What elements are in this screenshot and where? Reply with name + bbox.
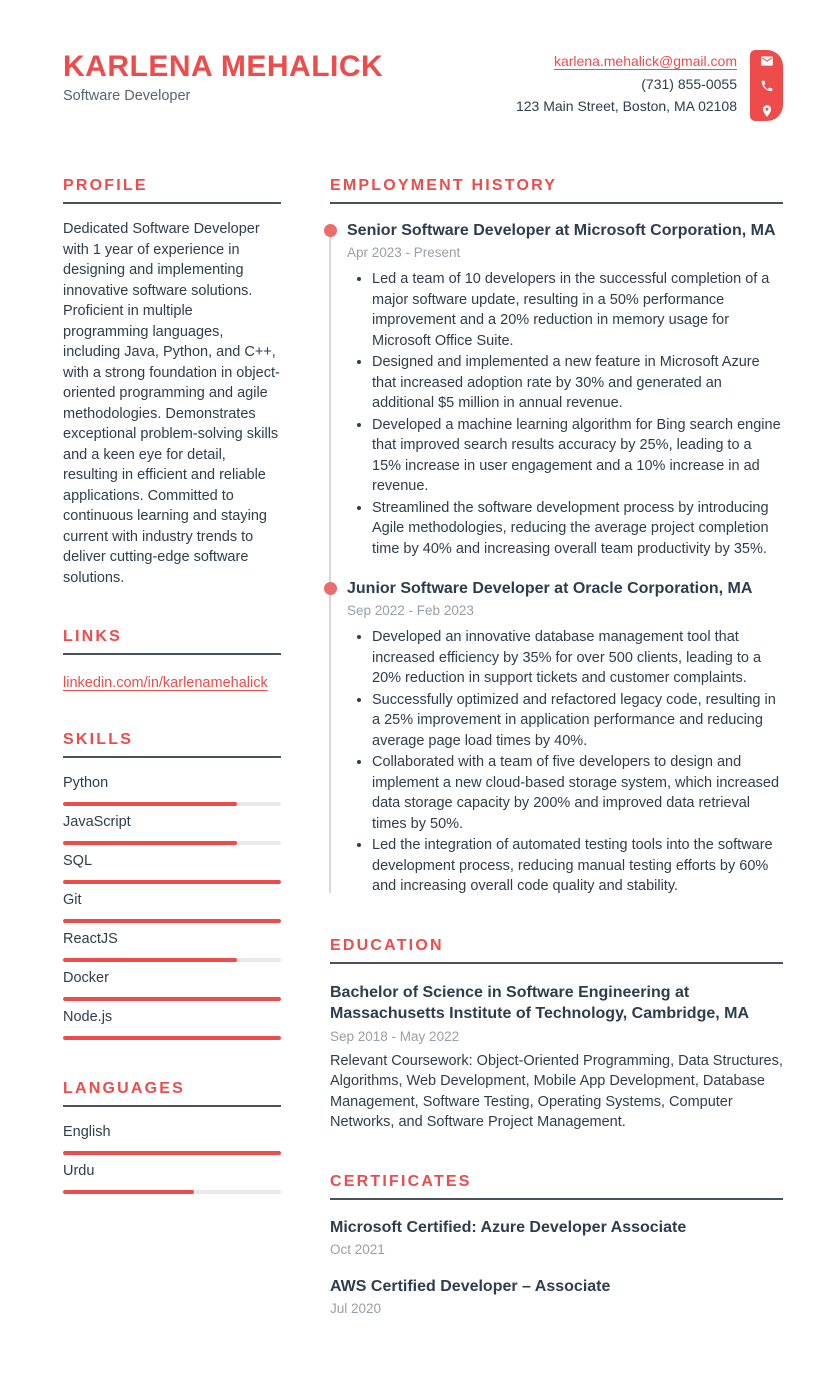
phone-number: (731) 855-0055 xyxy=(641,75,737,92)
skill-name: JavaScript xyxy=(63,814,131,830)
skill-meter-fill xyxy=(63,841,237,845)
skills-list xyxy=(63,774,281,1040)
certificate-title: Microsoft Certified: Azure Developer Associate xyxy=(330,1218,687,1236)
certificates-heading: CERTIFICATES xyxy=(330,1172,472,1190)
person-job-title: Software Developer xyxy=(63,88,191,104)
language-item xyxy=(63,1123,281,1155)
section-profile xyxy=(63,177,281,588)
email-link[interactable]: karlena.mehalick@gmail.com xyxy=(553,53,737,69)
contact-block xyxy=(516,50,783,121)
job-entry xyxy=(330,578,783,897)
language-meter xyxy=(63,1151,281,1155)
languages-heading: LANGUAGES xyxy=(63,1080,186,1097)
job-bullet: • Developed an innovative database management tool that increased efficiency by 35% for over 500 clients, leading to a 20% reduction in support tickets and customer complaints. xyxy=(372,627,783,689)
job-bullet: • Collaborated with a team of five developers to design and implement a new cloud-based storage system, which increased data storage capacity by 200% and improved data retrieval times by 50%. xyxy=(372,752,783,834)
certificate-date: Oct 2021 xyxy=(330,1241,385,1257)
skill-name: Python xyxy=(63,775,109,791)
job-dates: Apr 2023 - Present xyxy=(347,245,461,260)
language-meter-fill xyxy=(63,1151,281,1155)
skill-name: Docker xyxy=(63,970,109,986)
skill-meter-fill xyxy=(63,919,281,923)
contact-lines xyxy=(516,50,737,118)
skill-item xyxy=(63,891,281,923)
job-entry xyxy=(330,220,783,559)
right-column xyxy=(330,177,783,1358)
section-links xyxy=(63,628,281,691)
section-certificates xyxy=(330,1173,783,1318)
skill-item xyxy=(63,1008,281,1040)
heading-rule xyxy=(63,756,281,758)
heading-rule xyxy=(330,1198,783,1200)
links-heading: LINKS xyxy=(63,628,122,645)
skill-meter xyxy=(63,841,281,845)
heading-rule xyxy=(63,202,281,204)
postal-address: 123 Main Street, Boston, MA 02108 xyxy=(515,98,737,114)
skill-meter xyxy=(63,880,281,884)
job-bullet-list xyxy=(347,627,783,897)
location-pin-icon xyxy=(760,104,774,118)
employment-heading: EMPLOYMENT HISTORY xyxy=(330,177,558,194)
links-list xyxy=(63,675,281,691)
skill-item xyxy=(63,813,281,845)
education-coursework: Relevant Coursework: Object-Oriented Programming, Data Structures, Algorithms, Web Development, Mobile App Development, Database Management, Software Testing, Operating Systems, Computer Networks, and Software Project Management. xyxy=(330,1052,783,1130)
language-meter xyxy=(63,1190,281,1194)
timeline-dot-icon xyxy=(324,582,337,595)
skill-name: Git xyxy=(63,892,82,908)
heading-rule xyxy=(330,202,783,204)
job-title: Junior Software Developer at Oracle Corporation, MA xyxy=(347,580,753,597)
skill-meter xyxy=(63,802,281,806)
skill-name: Node.js xyxy=(63,1009,113,1025)
languages-list xyxy=(63,1123,281,1194)
skill-meter-fill xyxy=(63,997,281,1001)
contact-icon-bar xyxy=(750,50,783,121)
job-bullet: • Designed and implemented a new feature in Microsoft Azure that increased adoption rate by 30% and generated an additional $5 million in annual revenue. xyxy=(372,352,783,414)
profile-text: Dedicated Software Developer with 1 year of experience in designing and implementing innovative software solutions. Proficient in multiple programming languages, including Java, Python, and C++, with a strong foundation in object-oriented programming and agile methodologies. Demonstrates exceptional problem-solving skills and a keen eye for detail, resulting in efficient and reliable applications. Committed to continuous learning and staying current with industry trends to deliver cutting-edge software solutions. xyxy=(63,221,280,586)
skill-meter xyxy=(63,1036,281,1040)
certificate-date: Jul 2020 xyxy=(330,1300,382,1316)
person-name: KARLENA MEHALICK xyxy=(63,50,384,83)
certificate-entry xyxy=(330,1217,783,1259)
employment-timeline xyxy=(330,220,783,897)
heading-rule xyxy=(63,1105,281,1107)
identity-block xyxy=(63,50,383,104)
job-bullet-list xyxy=(347,269,783,559)
skill-item xyxy=(63,774,281,806)
skill-name: SQL xyxy=(63,853,93,869)
heading-rule xyxy=(63,653,281,655)
heading-rule xyxy=(330,962,783,964)
language-item xyxy=(63,1162,281,1194)
skill-item xyxy=(63,930,281,962)
certificate-entry xyxy=(330,1276,783,1318)
linkedin-link[interactable]: linkedin.com/in/karlenamehalick xyxy=(63,675,268,691)
skill-meter xyxy=(63,919,281,923)
phone-icon xyxy=(760,79,774,93)
section-languages xyxy=(63,1080,281,1194)
job-bullet: • Successfully optimized and refactored legacy code, resulting in a 25% improvement in application performance and reducing average page load times by 40%. xyxy=(372,690,783,752)
education-degree: Bachelor of Science in Software Engineering at Massachusetts Institute of Technology, Cambridge, MA xyxy=(330,983,750,1022)
section-employment-history xyxy=(330,177,783,897)
left-column xyxy=(63,177,281,1358)
profile-heading: PROFILE xyxy=(63,177,148,194)
education-entry xyxy=(330,982,783,1133)
mail-icon xyxy=(760,54,774,68)
language-name: English xyxy=(63,1124,111,1140)
language-name: Urdu xyxy=(63,1163,95,1179)
job-bullet: • Led the integration of automated testing tools into the software development process, reducing manual testing efforts by 60% and increasing overall code quality and stability. xyxy=(372,835,783,897)
job-bullet: • Streamlined the software development process by introducing Agile methodologies, reducing the average project completion time by 40% and increasing overall team productivity by 35%. xyxy=(372,498,783,560)
job-title: Senior Software Developer at Microsoft Corporation, MA xyxy=(347,222,776,239)
header xyxy=(63,50,783,121)
skill-item xyxy=(63,852,281,884)
skill-meter xyxy=(63,997,281,1001)
education-heading: EDUCATION xyxy=(330,936,444,954)
skill-name: ReactJS xyxy=(63,931,118,947)
skills-heading: SKILLS xyxy=(63,731,134,748)
skill-meter-fill xyxy=(63,1036,281,1040)
job-bullet: • Developed a machine learning algorithm for Bing search engine that improved search results accuracy by 25%, leading to a 15% increase in user engagement and a 10% increase in ad revenue. xyxy=(372,415,783,497)
content-columns xyxy=(63,177,783,1358)
job-dates: Sep 2022 - Feb 2023 xyxy=(347,603,474,618)
timeline-dot-icon xyxy=(324,224,337,237)
skill-item xyxy=(63,969,281,1001)
job-bullet: • Led a team of 10 developers in the successful completion of a major software update, resulting in a 50% performance improvement and a 20% reduction in memory usage for Microsoft Office Suite. xyxy=(372,269,783,351)
section-education xyxy=(330,937,783,1133)
section-skills xyxy=(63,731,281,1040)
skill-meter-fill xyxy=(63,958,237,962)
skill-meter-fill xyxy=(63,802,237,806)
skill-meter-fill xyxy=(63,880,281,884)
education-dates: Sep 2018 - May 2022 xyxy=(330,1028,460,1044)
certificate-title: AWS Certified Developer – Associate xyxy=(330,1277,611,1295)
skill-meter xyxy=(63,958,281,962)
language-meter-fill xyxy=(63,1190,194,1194)
